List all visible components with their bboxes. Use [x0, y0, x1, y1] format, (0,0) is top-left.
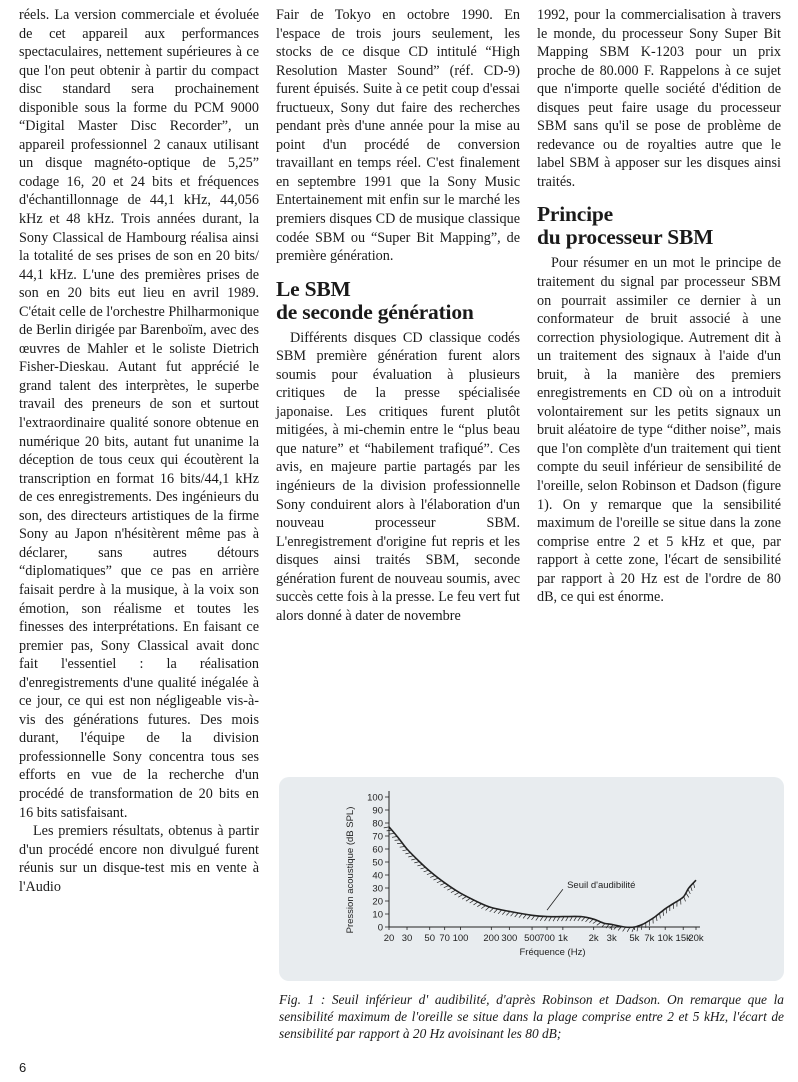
- y-tick-label: 10: [372, 909, 383, 921]
- annotation-leader: [547, 889, 563, 910]
- heading-line: Principe: [537, 202, 614, 227]
- figure-caption: Fig. 1 : Seuil inférieur d' audibilité, d'après Robinson et Dadson. On remarque que la sensibilité maximum de l'oreille se situe dans la plage comprise entre 2 et 5 kHz, l'écart de sensibilité par rapport à 20 Hz avoisinant les 80 dB;: [279, 992, 784, 1041]
- x-tick-label: 3k: [606, 933, 617, 944]
- paragraph: réels. La version commerciale et évoluée de cet appareil aux performances spectaculaires, nettement supérieures à ce que l'on peut obtenir à partir du compact disc standard sera prochainement disponible sous la forme du PCM 9000 “Digital Master Disc Recorder”, un appareil professionnel 2 canaux utilisant un disque magnéto-optique de 5,25” codage 16, 20 et 24 bits et fréquences d'échantillonnage de 44,1 kHz, 44,056 kHz et 48 kHz. Trois années durant, la Sony Classical de Hambourg réalisa ainsi la totalité de ses prises de son en 20 bits/ 44,1 kHz. L'une des premières prises de son en 20 bits eut lieu en avril 1989. C'était celle de l'orchestre Philharmonique de Berlin dirigée par Barenboïm, avec des œuvres de Mahler et le soliste Dietrich Fisher-Dieskau. Autant fut apprécié le grand talent des interprètes, le superbe travail des preneurs de son et surtout l'extraordinaire qualité sonore obtenue en numérique 20 bits, autant fut unanime la déception de tous ceux qui écoutèrent la transcription en format 16 bits/44,1 kHz de ces enregistrements. Des ingénieurs du son, des directeurs artistiques de la firme Sony au Japon n'hésitèrent même pas à déclarer, sans autres détours “diplomatiques” que ce pas en arrière faisait perdre à la musique, à la voix son émotion, son réalisme et toutes les finesses des interprétations. En faisant ce premier pas, Sony Classical avait donc fait l'essentiel : la réalisation d'enregistrements d'une qualité inégalée à ce jour, ce qui est non négligeable vis-à-vis des générations futures. Des mois durant, l'équipe de la division professionnelle Sony concentra tous ses efforts en vue de la recherche d'un procédé de transformation de 20 bits en 16 bits satisfaisant.: [19, 7, 259, 821]
- x-tick-label: 7k: [644, 933, 655, 944]
- page-number: 6: [19, 1060, 27, 1075]
- x-tick-label: 2k: [588, 933, 599, 944]
- figure-1: [279, 777, 784, 1075]
- section-heading-principe: [537, 203, 781, 249]
- heading-line: de seconde génération: [276, 299, 474, 324]
- paragraph: 1992, pour la commercialisation à travers le monde, du processeur Sony Super Bit Mapping SBM K-1203 pour un prix proche de 80.000 F. Rappelons à ce sujet que n'importe quelle société d'édition de disques peut faire usage du processeur SBM sans qu'il se pose de problème de redevance ou de royalties autre que le label SBM à apposer sur les disques ainsi traités.: [537, 7, 781, 190]
- heading-line: Le SBM: [276, 276, 351, 301]
- x-tick-label: 15k: [675, 933, 691, 944]
- x-tick-label: 50: [424, 933, 436, 944]
- x-tick-label: 70: [439, 933, 450, 944]
- y-tick-label: 50: [372, 857, 383, 869]
- x-tick-label: 500: [524, 933, 540, 944]
- threshold-curve: [389, 827, 696, 927]
- paragraph: Fair de Tokyo en octobre 1990. En l'espace de trois jours seulement, les stocks de ce disque CD intitulé “High Resolution Master Sound” (réf. CD-9) furent épuisés. Suite à ce petit coup d'essai fructueux, Sony dut faire des recherches pendant près d'une année pour la mise au point d'un procédé de conversion travaillant en temps réel. C'est finalement en septembre 1991 que la Sony Music Entertainement mit enfin sur le marché les premiers disques CD de musique classique codée SBM ou “Super Bit Mapping”, de première génération.: [276, 7, 520, 265]
- x-tick-label: 300: [501, 933, 518, 944]
- x-tick-label: 20k: [688, 933, 704, 944]
- x-tick-label: 10k: [657, 933, 673, 944]
- chart-panel: [279, 777, 784, 981]
- x-tick-label: 1k: [557, 933, 568, 944]
- y-tick-label: 0: [377, 922, 383, 934]
- paragraph: Les premiers résultats, obtenus à partir d'un procédé encore non divulgué furent réunis sur un disque-test mis en vente à l'Audio: [19, 823, 259, 895]
- threshold-annotation: Seuil d'audibilité: [567, 880, 636, 891]
- x-tick-label: 100: [452, 933, 469, 944]
- heading-line: du processeur SBM: [537, 225, 714, 250]
- x-tick-label: 5k: [629, 933, 640, 944]
- y-axis-ticks: [367, 792, 389, 933]
- hatch-mark: [384, 827, 389, 828]
- y-tick-label: 70: [372, 831, 383, 843]
- x-tick-label: 200: [483, 933, 500, 944]
- x-axis-ticks: [384, 927, 704, 944]
- x-tick-label: 700: [539, 933, 555, 944]
- y-tick-label: 40: [372, 870, 383, 882]
- y-tick-label: 80: [372, 818, 383, 830]
- text-column-1: [19, 6, 259, 896]
- text-column-2: [276, 6, 520, 625]
- x-axis-label: Fréquence (Hz): [519, 947, 586, 958]
- paragraph: Différents disques CD classique codés SBM première génération furent alors soumis pour évaluation à plusieurs critiques de la presse spécialisée japonaise. Les critiques furent plutôt mitigées, à mi-chemin entre le “plus beau que nature” et “habilement trafiqué”. Ces avis, en majeure partie partagés par les ingénieurs de la division professionnelle Sony conduirent alors à l'élaboration d'un nouveau processeur SBM. L'enregistrement d'origine fut repris et les disques ainsi traités SBM, seconde génération furent de nouveau soumis, avec succès cette fois à la presse. Le feu vert fut alors donné à dater de novembre: [276, 329, 520, 624]
- y-tick-label: 60: [372, 844, 383, 856]
- paragraph: Pour résumer en un mot le principe de traitement du signal par processeur SBM on pourrait assimiler ce dernier à un conformateur de bruit associé à une correction physiologique. Autrement dit à un traitement des signaux à l'aide d'un bruit, à la manière des premiers enregistrements en CD où on a introduit volontairement sur les petits signaux un bruit aléatoire de type “dither noise”, mais que l'on complète d'un traitement qui tient compte du seuil inférieur de sensibilité de l'oreille, selon Robinson et Dadson (figure 1). On y remarque que la sensibilité maximum de l'oreille se situe dans la zone comprise entre 2 et 5 kHz et que, par rapport à cette zone, l'écart de sensibilité par rapport à 20 Hz est de l'ordre de 80 dB, ce qui est énorme.: [537, 255, 781, 606]
- y-tick-label: 20: [372, 896, 383, 908]
- y-tick-label: 90: [372, 805, 383, 817]
- x-tick-label: 30: [401, 933, 413, 944]
- section-heading-sbm: [276, 278, 520, 324]
- text-column-3: [537, 6, 781, 607]
- y-tick-label: 100: [367, 792, 383, 804]
- y-axis-label: Pression acoustique (dB SPL): [345, 806, 356, 934]
- x-tick-label: 20: [383, 933, 395, 944]
- y-tick-label: 30: [372, 883, 383, 895]
- audibility-threshold-chart: [279, 777, 784, 981]
- chart-axes: [389, 791, 700, 927]
